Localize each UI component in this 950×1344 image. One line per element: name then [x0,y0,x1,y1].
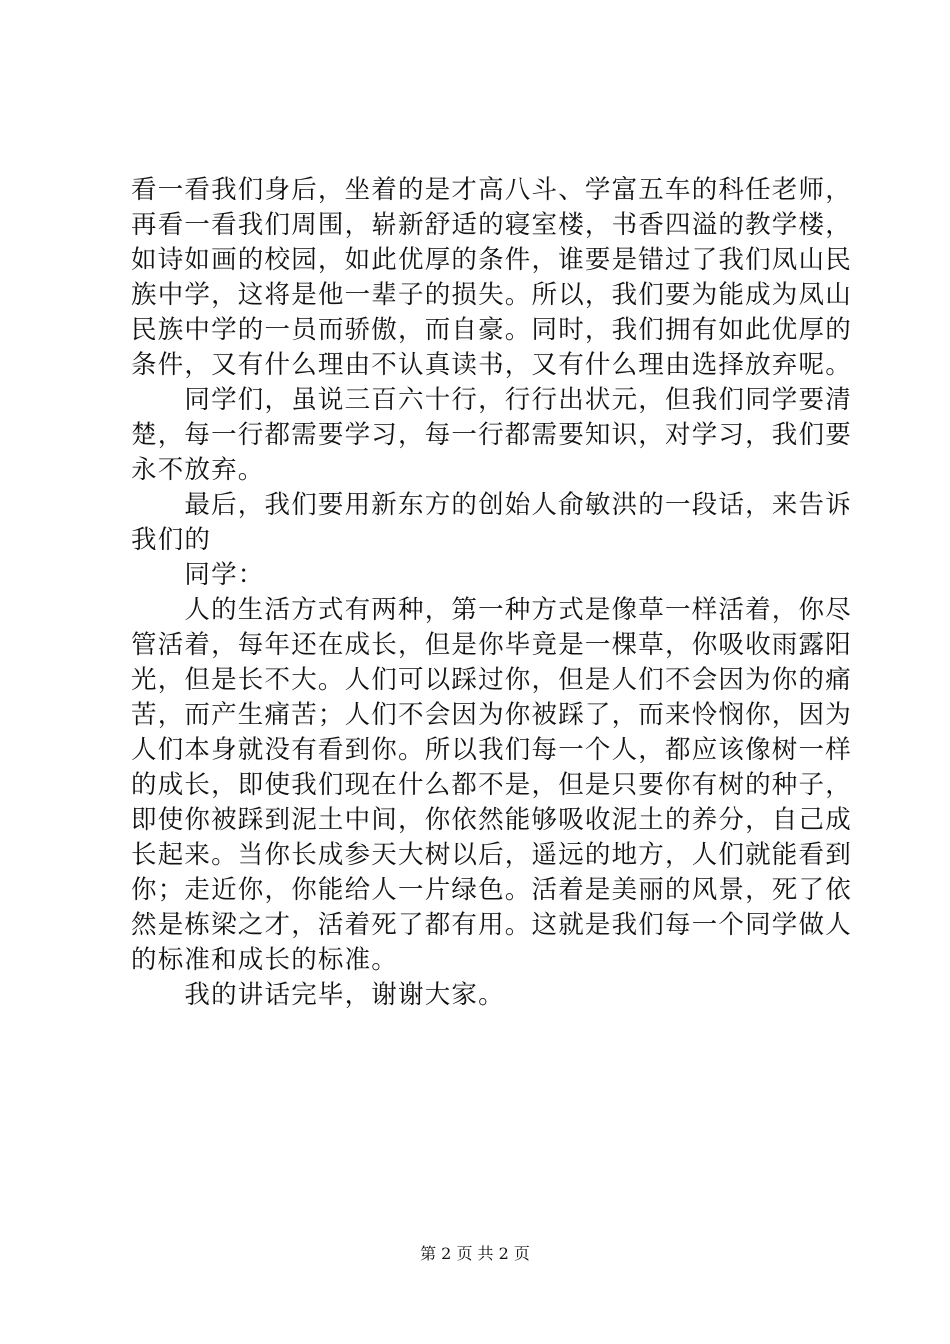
text-line: 族中学，这将是他一辈子的损失。所以，我们要为能成为凤山 [131,280,852,310]
text-line: 苦，而产生痛苦；人们不会因为你被踩了，而来怜悯你，因为 [131,700,852,730]
text-line: 的标准和成长的标准。 [131,945,399,975]
text-line: 管活着，每年还在成长，但是你毕竟是一棵草，你吸收雨露阳 [131,630,852,660]
text-line: 民族中学的一员而骄傲，而自豪。同时，我们拥有如此优厚的 [131,315,852,345]
text-line: 的成长，即使我们现在什么都不是，但是只要你有树的种子， [131,770,852,800]
text-line: 楚，每一行都需要学习，每一行都需要知识，对学习，我们要 [131,420,852,450]
text-line: 你；走近你，你能给人一片绿色。活着是美丽的风景，死了依 [131,875,852,905]
text-line: 我们的 [131,525,212,555]
text-line: 同学们，虽说三百六十行，行行出状元，但我们同学要清 [131,385,852,415]
document-body [131,173,852,1013]
text-line: 长起来。当你长成参天大树以后，遥远的地方，人们就能看到 [131,840,852,870]
page-number-footer: 第 2 页 共 2 页 [420,1244,530,1263]
text-line: 我的讲话完毕，谢谢大家。 [131,980,505,1010]
text-line: 光，但是长不大。人们可以踩过你，但是人们不会因为你的痛 [131,665,852,695]
text-line: 再看一看我们周围，崭新舒适的寝室楼，书香四溢的教学楼， [131,210,852,240]
text-line: 同学： [131,560,265,590]
text-line: 如诗如画的校园，如此优厚的条件，谁要是错过了我们凤山民 [131,245,852,275]
text-line: 人的生活方式有两种，第一种方式是像草一样活着，你尽 [131,595,852,625]
text-line: 条件，又有什么理由不认真读书，又有什么理由选择放弃呢。 [131,350,852,380]
text-line: 看一看我们身后，坐着的是才高八斗、学富五车的科任老师， [131,175,852,205]
text-line: 然是栋梁之才，活着死了都有用。这就是我们每一个同学做人 [131,910,852,940]
text-line: 永不放弃。 [131,455,265,485]
text-line: 最后，我们要用新东方的创始人俞敏洪的一段话，来告诉 [131,490,852,520]
text-line: 即使你被踩到泥土中间，你依然能够吸收泥土的养分，自己成 [131,805,852,835]
text-line: 人们本身就没有看到你。所以我们每一个人，都应该像树一样 [131,735,852,765]
